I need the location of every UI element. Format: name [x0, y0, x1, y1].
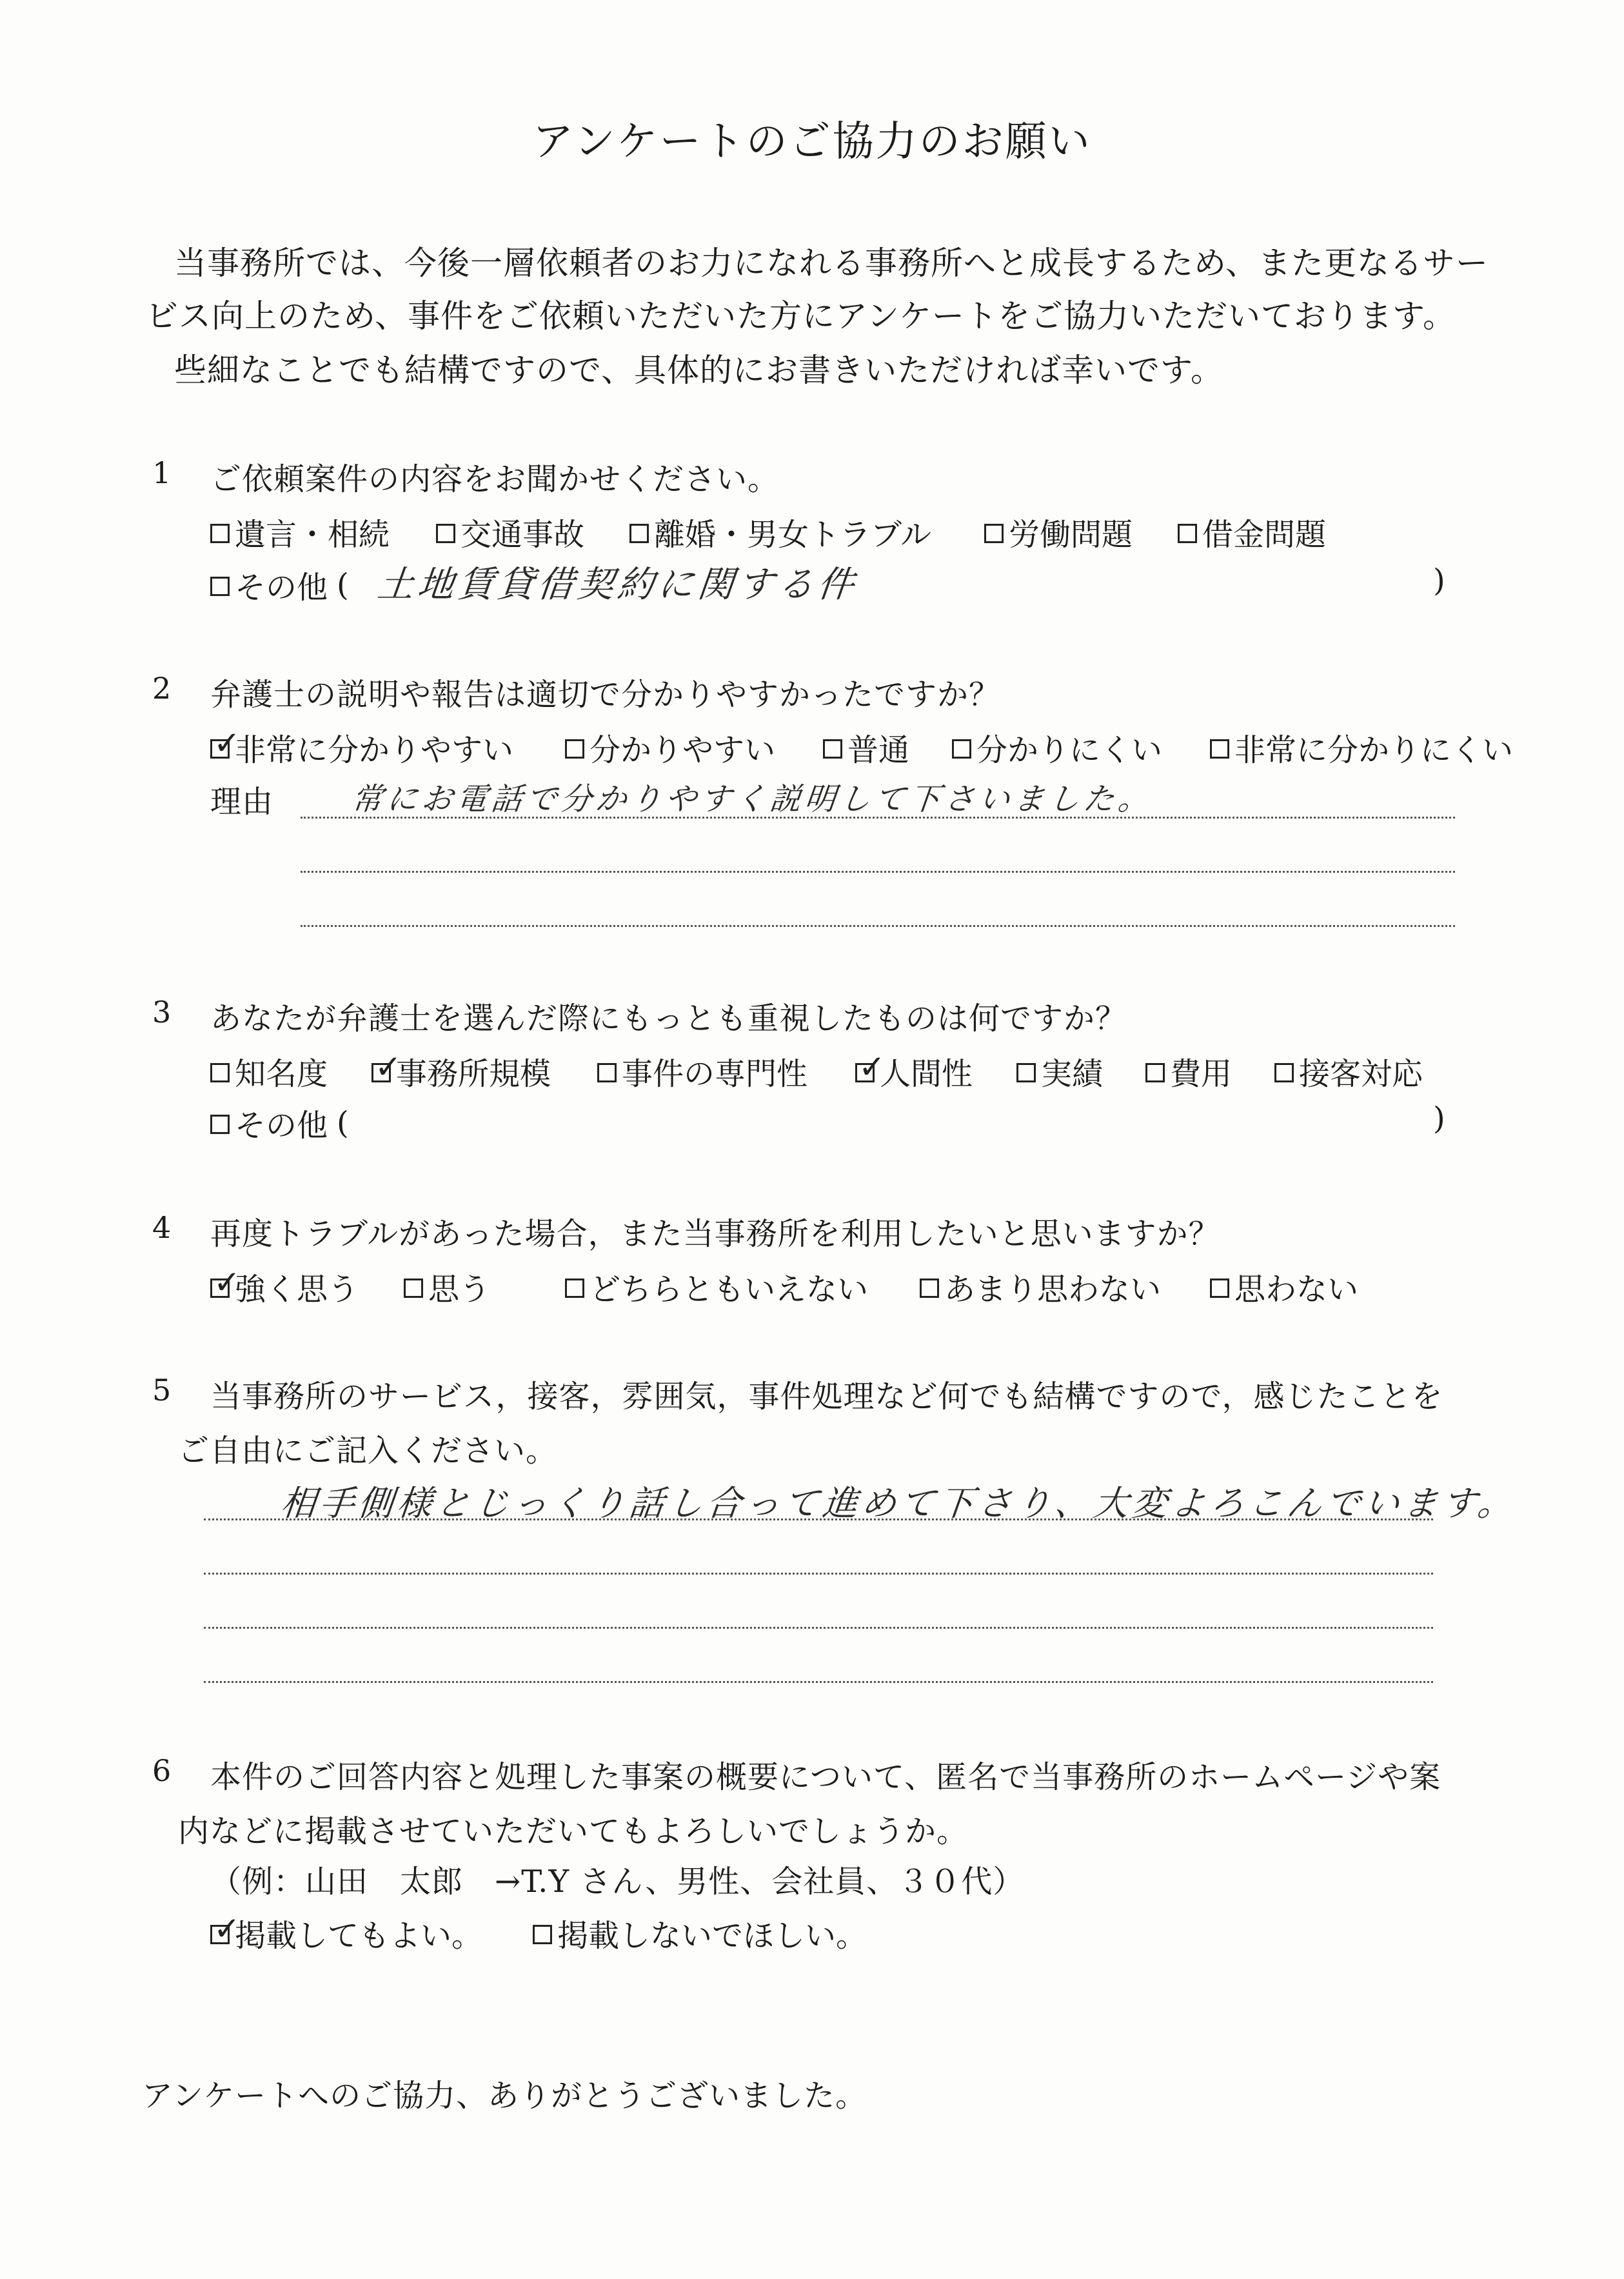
option-label: その他 [235, 570, 328, 606]
checkbox[interactable] [210, 1115, 230, 1134]
paren-open: ( [337, 566, 349, 603]
question-4-number: 4 [152, 1210, 172, 1245]
checkbox[interactable] [533, 1925, 552, 1944]
question-3-number: 3 [152, 995, 172, 1030]
checkbox[interactable] [436, 524, 455, 543]
answer-line [204, 1627, 1433, 1629]
option-label: 離婚・男女トラブル [654, 517, 932, 553]
checkbox[interactable] [1016, 1063, 1036, 1082]
answer-line [204, 1518, 1433, 1520]
checkbox[interactable] [210, 524, 230, 543]
q1-option-divorce[interactable] [629, 510, 931, 554]
question-5-number: 5 [152, 1373, 172, 1408]
checkbox[interactable] [952, 739, 971, 759]
question-6-number: 6 [152, 1753, 172, 1788]
checkbox[interactable] [210, 577, 230, 596]
thanks-message: アンケートへのご協力、ありがとうございました。 [142, 2078, 867, 2114]
q1-option-debt[interactable] [1178, 510, 1326, 554]
checkbox[interactable] [920, 1279, 939, 1298]
q1-option-labor[interactable] [984, 510, 1133, 554]
option-label: 分かりにくい [976, 732, 1163, 768]
checkbox[interactable] [1274, 1063, 1294, 1082]
q1-option-inheritance[interactable] [210, 510, 390, 554]
checkbox[interactable] [1178, 524, 1197, 543]
answer-line [204, 1573, 1433, 1575]
q3-option-fame[interactable] [210, 1049, 328, 1093]
checkbox[interactable] [565, 739, 584, 759]
answer-line [204, 1681, 1433, 1683]
q3-option-track-record[interactable] [1016, 1049, 1103, 1093]
checkbox[interactable] [210, 724, 241, 762]
answer-line [301, 925, 1455, 927]
q2-option-very-unclear[interactable] [1210, 725, 1513, 770]
question-6-text-line-1: 本件のご回答内容と処理した事案の概要について、匿名で当事務所のホームページや案 [210, 1759, 1441, 1795]
q2-option-unclear[interactable] [952, 725, 1162, 770]
option-label: 接客対応 [1299, 1056, 1423, 1092]
option-label: 借金問題 [1202, 517, 1327, 553]
question-2-text: 弁護士の説明や報告は適切で分かりやすかったですか？ [210, 677, 1001, 713]
q4-option-no[interactable] [1210, 1264, 1358, 1309]
checkbox[interactable] [984, 524, 1004, 543]
checkbox[interactable] [823, 739, 842, 759]
option-label: その他 [235, 1108, 328, 1144]
option-label: 普通 [847, 732, 910, 768]
question-5-text-line-1: 当事務所のサービス，接客，雰囲気，事件処理など何でも結構ですので，感じたことを [210, 1378, 1443, 1415]
checkbox[interactable] [565, 1279, 584, 1298]
q2-option-normal[interactable] [823, 725, 909, 770]
checkbox[interactable] [1145, 1063, 1165, 1082]
option-label: 事件の専門性 [622, 1056, 808, 1092]
checkbox[interactable] [210, 1909, 241, 1947]
option-label: 費用 [1170, 1056, 1233, 1092]
question-1-text: ご依頼案件の内容をお聞かせください。 [210, 461, 780, 497]
q1-option-other[interactable] [210, 562, 349, 607]
checkbox[interactable] [1210, 1279, 1229, 1298]
option-label: 非常に分かりにくい [1234, 732, 1514, 768]
q4-option-yes[interactable] [404, 1264, 490, 1309]
checkbox[interactable] [629, 524, 649, 543]
question-1-number: 1 [152, 455, 172, 490]
checkbox[interactable] [371, 1048, 402, 1086]
checkbox[interactable] [404, 1279, 423, 1298]
answer-line [301, 817, 1455, 819]
checkbox[interactable] [855, 1048, 886, 1086]
question-3-text: あなたが弁護士を選んだ際にもっとも重視したものは何ですか？ [210, 1000, 1127, 1037]
option-label: あまり思わない [944, 1271, 1162, 1308]
check-mark-icon: ✓ [213, 1263, 241, 1301]
checkbox[interactable] [210, 1263, 241, 1301]
check-mark-icon: ✓ [213, 724, 241, 762]
q4-option-not-really[interactable] [920, 1264, 1161, 1309]
page-title: アンケートのご協力のお願い [532, 118, 1092, 166]
option-label: 実績 [1041, 1056, 1104, 1092]
option-label: 思う [428, 1271, 491, 1308]
q3-option-service[interactable] [1274, 1049, 1423, 1093]
answer-line [301, 871, 1455, 873]
q2-reason-label: 理由 [210, 784, 274, 820]
question-6-example: （例：山田 太郎 →T.Y さん、男性、会社員、３０代） [210, 1864, 1025, 1900]
q1-option-traffic[interactable] [436, 510, 584, 554]
intro-line-1: 当事務所では、今後一層依頼者のお力になれる事務所へと成長するため、また更なるサー [174, 244, 1489, 282]
question-2-number: 2 [152, 671, 172, 706]
option-label: 思わない [1234, 1271, 1359, 1308]
question-5-text-line-2: ご自由にご記入ください。 [178, 1433, 558, 1469]
checkbox[interactable] [210, 1063, 230, 1082]
option-label: 労働問題 [1009, 517, 1133, 553]
q4-option-strongly[interactable] [210, 1264, 359, 1309]
q1-other-answer[interactable]: 土地賃貸借契約に関する件 [375, 564, 860, 606]
q2-option-clear[interactable] [565, 725, 775, 770]
paren-close: ) [1433, 562, 1445, 599]
option-label: 交通事故 [460, 517, 585, 553]
option-label: 事務所規模 [396, 1056, 551, 1092]
option-label: 掲載してもよい。 [235, 1918, 483, 1954]
q2-reason-answer[interactable]: 常にお電話で分かりやすく説明して下さいました。 [350, 781, 1155, 817]
option-label: どちらともいえない [589, 1271, 869, 1308]
q3-option-expertise[interactable] [597, 1049, 807, 1093]
q6-option-deny[interactable] [533, 1911, 867, 1955]
q6-option-allow[interactable] [210, 1911, 482, 1955]
paren-open: ( [337, 1104, 349, 1141]
option-label: 知名度 [235, 1056, 328, 1092]
paren-close: ) [1433, 1100, 1445, 1137]
question-4-text: 再度トラブルがあった場合，また当事務所を利用したいと思いますか？ [210, 1216, 1220, 1252]
check-mark-icon: ✓ [213, 1909, 241, 1947]
q3-option-cost[interactable] [1145, 1049, 1232, 1093]
q2-option-very-clear[interactable] [210, 725, 513, 770]
q4-option-neutral[interactable] [565, 1264, 868, 1309]
q3-option-firm-size[interactable] [371, 1049, 551, 1093]
q5-answer[interactable]: 相手側様とじっくり話し合って進めて下さり、大変よろこんでいます。 [279, 1483, 1519, 1524]
option-label: 強く思う [235, 1271, 359, 1308]
q3-option-other[interactable] [210, 1100, 349, 1145]
option-label: 人間性 [880, 1056, 973, 1092]
intro-line-2: ビス向上のため、事件をご依頼いただいた方にアンケートをご協力いただいております。 [146, 297, 1456, 335]
question-6-text-line-2: 内などに掲載させていただいてもよろしいでしょうか。 [178, 1813, 969, 1849]
check-mark-icon: ✓ [858, 1048, 886, 1086]
q3-option-personality[interactable] [855, 1049, 973, 1093]
option-label: 遺言・相続 [235, 517, 390, 553]
option-label: 分かりやすい [589, 732, 776, 768]
checkbox[interactable] [1210, 739, 1229, 759]
option-label: 掲載しないでほしい。 [557, 1918, 867, 1954]
option-label: 非常に分かりやすい [235, 732, 514, 768]
intro-line-3: 些細なことでも結構ですので、具体的にお書きいただければ幸いです。 [174, 352, 1223, 389]
check-mark-icon: ✓ [375, 1048, 402, 1086]
checkbox[interactable] [597, 1063, 617, 1082]
